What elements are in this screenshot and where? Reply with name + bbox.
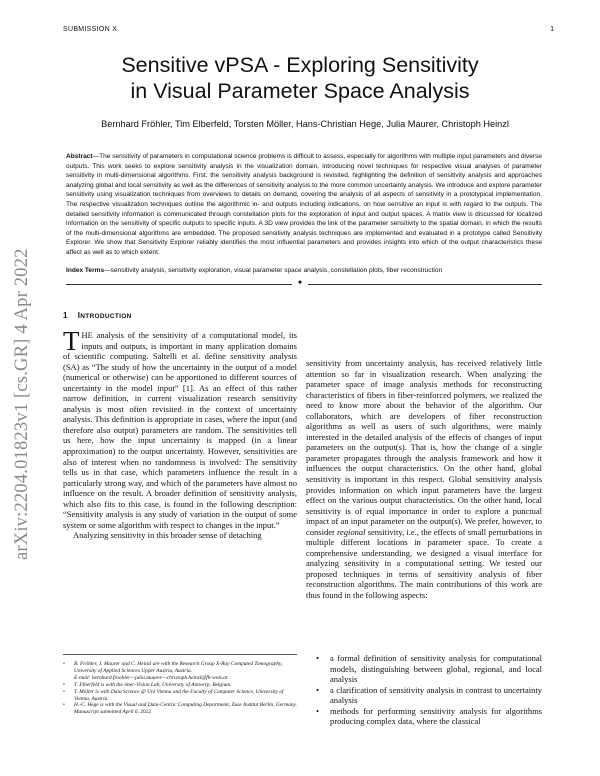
abstract-text: —The sensitivity of parameters in computational science problems is difficult to assess, especially for algorithms with multiple input parameters and diverse outputs. This work seeks to explore sensitivity analysis in the visualization domain, introducing novel techniques for respective visual analyses of parameter sensitivity in multi-dimensional algorithms. First, the sensitivity analysis background is revisited, highlighting the definition of sensitivity analysis and approaches analyzing global and local sensitivity as well as the differences of sensitivity analysis to the more common uncertainty analysis. We introduce and explore parameter sensitivity using visualization techniques from overviews to details on demand, covering the analysis of all aspects of sensitivity in a prototypical implementation. The respective visualization techniques outline the algorithmic in- and outputs including indications, on how sensitive an input is with regard to the outputs. The detailed sensitivity information is communicated through constellation plots for the exploration of input and output spaces. A matrix view is discussed for localized information on the sensitivity of specific outputs to specific inputs. A 3D view provides the link of the parameter sensitivity to the spatial domain, in which the results of the multi-dimensional algorithms are embedded. The proposed sensitivity analysis techniques are implemented and evaluated in a prototype called Sensitivity Explorer. We show that Sensitivity Explorer reliably identifies the most influential parameters and provides insights into which of the output characteristics these affect as well as to which extent. [66,153,542,256]
footnotes [63,661,297,716]
divider-right [308,284,542,285]
bullet-icon: • [316,653,319,663]
right-paragraph-italic: regional [337,526,366,537]
intro-paragraph-2: Analyzing sensitivity in this broader sense of detaching [73,530,262,541]
intro-right-column [306,358,542,601]
index-terms-text: —sensitivity analysis, sensitivity exploration, visual parameter space analysis, constellation plots, fiber reconstruction [104,267,443,274]
section-title-initial: I [77,311,81,320]
list-item: • a clarification of sensitivity analysis in contrast to uncertainty analysis [306,685,542,706]
list-item: • methods for performing sensitivity analysis for algorithms producing complex data, where the classical [306,706,542,727]
footnote-item: • H.-C. Hege is with the Visual and Data-Centric Computing Department, Zuse Institut Berlin, Germany. [63,702,297,709]
author-list: Bernhard Fröhler, Tim Elberfeld, Torsten Möller, Hans-Christian Hege, Julia Maurer, Christoph Heinzl [101,119,509,129]
contributions-list [306,653,542,727]
divider-diamond-icon: ✦ [296,278,304,287]
bullet-icon: • [316,684,319,695]
section-title-rest: NTRODUCTION [80,313,132,320]
right-paragraph-part-a: sensitivity from uncertainty analysis, has received relatively little attention so far in visualization research. When analyzing the parameter space of image analysis methods for reconstructing characteristics of fibers in fiber-reinforced polymers, we realized the need to know more about the behavior of the algorithm. Our collaborators, which are developers of fiber reconstruction algorithms as well as users of such algorithms, were mainly interested in the detailed analysis of the effects of changes of input parameters on the output(s). That is, how the change of a single parameter propagates through the analysis framework and how it influences the output characteristics. On the other hand, global sensitivity is important in this respect. Global sensitivity analysis provides information on which input parameters have the largest effect on the various output characteristics. On the other hand, local sensitivity is of equal importance in order to explore a punctual impact of an input parameter on the output(s). We prefer, however, to consider [306,358,542,537]
index-terms [66,266,542,276]
paper-title [60,52,540,104]
title-line-1: Sensitive vPSA - Exploring Sensitivity [121,53,479,77]
arxiv-identifier: arXiv:2204.01823v1 [cs.GR] 4 Apr 2022 [12,248,32,560]
title-line-2: in Visual Parameter Space Analysis [130,79,470,103]
footnote-item: • T. Möller is with Data Science @ Uni Vienna and the Faculty of Computer Science, University of Vienna, Austria. [63,688,284,702]
footnote-item: • B. Fröhler, J. Maurer and C. Heinzl are with the Research Group X-Ray Computed Tomography, University of Applied Sciences Upper Austria, Austria. [63,661,283,674]
list-item: • a formal definition of sensitivity analysis for computational models, distinguishing between global, regional, and local analysis [306,653,542,685]
footnote-item: Manuscript submitted April 6, 2022 [74,709,152,716]
section-heading [63,311,132,320]
index-terms-label: Index Terms [66,267,105,274]
section-number: 1 [63,311,68,320]
intro-left-column [63,326,297,541]
footnote-rule [63,654,297,655]
page-number: 1 [550,26,554,33]
drop-cap: T [63,326,80,356]
running-header: SUBMISSION X [63,26,118,33]
abstract [66,152,542,258]
bullet-icon: • [316,705,319,716]
intro-paragraph-1-text: HE analysis of the sensitivity of a computational model, its inputs and outputs, is important in many application domains of scientific computing. Saltelli et al. define sensitivity analysis (SA) as “The study of how the uncertainty in the output of a model (numerical or otherwise) can be apportioned to different sources of uncertainty in the model input” [1]. As an effect of this rather narrow definition, in current visualization research sensitivity analysis is most often revisited in the context of uncertainty analysis. This definition is appropriate in cases, where the input (and therefore also output) parameters are random. The sensitivities tell us here, how the input uncertainty is mapped (in a linear approximation) to the output uncertainty. However, sensitivities are also of interest when no randomness is involved: The sensitivity tells us in that case, which parameters influence the result in a particularly strong way, and which of the parameters have almost no influence on the result. A broader definition of sensitivity analysis, which also fits to this case, is found in the following description: “Sensitivity analysis is any study of variation in the output of some system or some algorithm with respect to changes in the input.” [63,330,297,530]
right-paragraph-part-b: sensitivity, i.e., the effects of small perturbations in multiple different locations in parameter space. To create a comprehensive understanding, we designed a visual interface for analyzing sensitivity in a computational setting. We tested our proposed techniques in terms of sensitivity analysis of fiber reconstruction algorithms. The main contributions of this work are thus found in the following aspects: [306,526,542,601]
footnote-item: E-mail: bernhard.froehler—julia.maurer—christoph.heinzl@fh-wels.at [74,674,228,681]
intro-paragraph-1 [63,326,297,530]
abstract-label: Abstract [66,153,93,160]
footnote-item: • T. Elberfeld is with the imec-Vision Lab, University of Antwerp, Belgium. [63,681,232,688]
divider-left [66,284,292,285]
